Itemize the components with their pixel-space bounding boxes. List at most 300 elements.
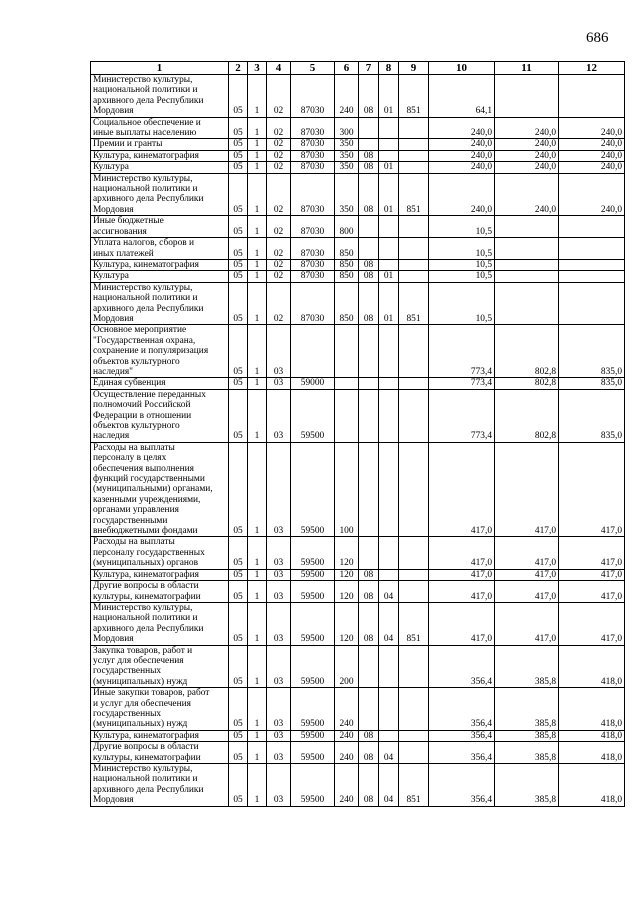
column-header-4: 4: [267, 62, 291, 75]
table-cell-col-2: 05: [229, 389, 248, 442]
table-cell-col-11: 385,8: [495, 764, 559, 807]
table-cell-col-5: 59500: [291, 537, 335, 569]
table-cell-col-12: 835,0: [559, 389, 625, 442]
table-cell-col-2: 05: [229, 569, 248, 580]
table-cell-col-8: 04: [379, 602, 399, 645]
table-cell-col-5: 59500: [291, 645, 335, 688]
table-cell-col-11: [495, 282, 559, 325]
table-cell-col-3: 1: [248, 282, 267, 325]
table-cell-col-11: [495, 216, 559, 238]
table-cell-col-9: [399, 259, 429, 270]
table-cell-col-5: 59000: [291, 378, 335, 389]
table-cell-col-4: 03: [267, 581, 291, 603]
table-cell-col-9: [399, 730, 429, 741]
table-cell-col-12: 835,0: [559, 325, 625, 378]
table-cell-col-9: [399, 271, 429, 282]
table-cell-col-4: 02: [267, 282, 291, 325]
table-cell-col-10: 10,5: [429, 259, 495, 270]
table-cell-col-7: 08: [359, 259, 379, 270]
table-cell-col-5: 87030: [291, 238, 335, 260]
table-cell-col-5: 87030: [291, 75, 335, 118]
table-cell-col-7: 08: [359, 282, 379, 325]
table-cell-col-5: [291, 325, 335, 378]
table-cell-col-3: 1: [248, 378, 267, 389]
table-cell-col-12: 240,0: [559, 173, 625, 216]
table-row: [91, 581, 625, 603]
table-cell-col-2: 05: [229, 645, 248, 688]
table-cell-col-6: 800: [335, 216, 359, 238]
table-cell-col-2: 05: [229, 117, 248, 139]
table-cell-col-4: 02: [267, 150, 291, 161]
table-cell-col-3: 1: [248, 271, 267, 282]
table-cell-col-7: 08: [359, 75, 379, 118]
table-row: [91, 688, 625, 731]
table-cell-col-11: 417,0: [495, 537, 559, 569]
table-cell-col-11: 385,8: [495, 742, 559, 764]
table-cell-col-10: 240,0: [429, 173, 495, 216]
table-cell-col-4: 02: [267, 173, 291, 216]
table-cell-col-12: [559, 216, 625, 238]
table-cell-col-7: [359, 389, 379, 442]
table-cell-col-10: 240,0: [429, 139, 495, 150]
table-cell-col-3: 1: [248, 602, 267, 645]
table-cell-col-7: 08: [359, 764, 379, 807]
table-cell-col-3: 1: [248, 645, 267, 688]
table-cell-col-3: 1: [248, 173, 267, 216]
table-row: [91, 216, 625, 238]
table-cell-col-9: [399, 537, 429, 569]
table-row: [91, 271, 625, 282]
table-cell-col-2: 05: [229, 216, 248, 238]
table-cell-col-8: [379, 216, 399, 238]
table-cell-col-12: 240,0: [559, 150, 625, 161]
table-cell-col-6: 200: [335, 645, 359, 688]
table-cell-col-11: 240,0: [495, 173, 559, 216]
table-cell-col-3: 1: [248, 764, 267, 807]
column-header-5: 5: [291, 62, 335, 75]
table-cell-col-5: 59500: [291, 442, 335, 537]
table-cell-col-3: 1: [248, 537, 267, 569]
table-cell-col-2: 05: [229, 537, 248, 569]
table-cell-col-11: 802,8: [495, 325, 559, 378]
table-cell-col-10: 10,5: [429, 216, 495, 238]
table-cell-col-3: 1: [248, 325, 267, 378]
table-cell-col-12: 417,0: [559, 442, 625, 537]
table-cell-col-6: 350: [335, 173, 359, 216]
table-cell-col-6: 240: [335, 75, 359, 118]
table-row: [91, 730, 625, 741]
table-cell-col-6: [335, 378, 359, 389]
table-cell-col-9: [399, 162, 429, 173]
table-cell-col-2: 05: [229, 325, 248, 378]
table-cell-col-12: 240,0: [559, 139, 625, 150]
table-cell-col-9: 851: [399, 75, 429, 118]
table-cell-col-9: [399, 742, 429, 764]
table-cell-col-4: 03: [267, 645, 291, 688]
table-cell-col-11: [495, 259, 559, 270]
table-cell-col-2: 05: [229, 378, 248, 389]
table-row: [91, 325, 625, 378]
table-body: [91, 75, 625, 807]
row-description-cell: Министерство культуры, национальной политики и архивного дела Республики Мордовия: [91, 764, 229, 807]
table-cell-col-10: 356,4: [429, 645, 495, 688]
table-cell-col-9: 851: [399, 764, 429, 807]
table-cell-col-6: 120: [335, 602, 359, 645]
table-cell-col-7: 08: [359, 271, 379, 282]
table-cell-col-10: 240,0: [429, 162, 495, 173]
table-cell-col-10: 356,4: [429, 764, 495, 807]
table-cell-col-12: [559, 282, 625, 325]
table-cell-col-4: 03: [267, 325, 291, 378]
table-cell-col-11: 385,8: [495, 730, 559, 741]
table-cell-col-2: 05: [229, 238, 248, 260]
table-cell-col-5: 59500: [291, 602, 335, 645]
table-cell-col-7: 08: [359, 150, 379, 161]
table-cell-col-3: 1: [248, 742, 267, 764]
table-cell-col-8: 01: [379, 271, 399, 282]
table-cell-col-5: 59500: [291, 581, 335, 603]
column-header-10: 10: [429, 62, 495, 75]
table-cell-col-3: 1: [248, 569, 267, 580]
table-cell-col-8: [379, 150, 399, 161]
row-description-cell: Уплата налогов, сборов и иных платежей: [91, 238, 229, 260]
table-cell-col-11: [495, 238, 559, 260]
table-cell-col-8: [379, 389, 399, 442]
table-cell-col-8: [379, 325, 399, 378]
table-cell-col-5: 59500: [291, 389, 335, 442]
table-cell-col-9: [399, 139, 429, 150]
table-cell-col-8: [379, 378, 399, 389]
table-row: [91, 645, 625, 688]
table-cell-col-5: 87030: [291, 150, 335, 161]
table-cell-col-6: 850: [335, 271, 359, 282]
table-cell-col-2: 05: [229, 259, 248, 270]
table-cell-col-7: 08: [359, 162, 379, 173]
table-cell-col-12: 417,0: [559, 537, 625, 569]
table-row: [91, 602, 625, 645]
table-cell-col-9: [399, 645, 429, 688]
table-cell-col-10: 417,0: [429, 442, 495, 537]
table-cell-col-6: 120: [335, 569, 359, 580]
table-cell-col-2: 05: [229, 173, 248, 216]
table-cell-col-8: 04: [379, 742, 399, 764]
table-cell-col-9: 851: [399, 602, 429, 645]
column-header-3: 3: [248, 62, 267, 75]
table-cell-col-7: [359, 537, 379, 569]
table-cell-col-6: [335, 389, 359, 442]
row-description-cell: Основное мероприятие "Государственная охрана, сохранение и популяризация объектов культурного наследия": [91, 325, 229, 378]
row-description-cell: Министерство культуры, национальной политики и архивного дела Республики Мордовия: [91, 282, 229, 325]
table-cell-col-3: 1: [248, 442, 267, 537]
table-cell-col-7: [359, 139, 379, 150]
table-cell-col-6: 240: [335, 764, 359, 807]
table-cell-col-12: 418,0: [559, 742, 625, 764]
table-cell-col-5: 87030: [291, 139, 335, 150]
table-cell-col-3: 1: [248, 216, 267, 238]
table-cell-col-4: 02: [267, 139, 291, 150]
table-cell-col-5: 59500: [291, 569, 335, 580]
table-cell-col-11: 417,0: [495, 442, 559, 537]
row-description-cell: Другие вопросы в области культуры, кинематографии: [91, 742, 229, 764]
table-cell-col-11: 417,0: [495, 581, 559, 603]
table-cell-col-9: 851: [399, 282, 429, 325]
table-cell-col-12: [559, 238, 625, 260]
table-cell-col-5: 87030: [291, 216, 335, 238]
page-number: 686: [586, 30, 609, 46]
column-header-2: 2: [229, 62, 248, 75]
table-cell-col-4: 03: [267, 602, 291, 645]
table-cell-col-6: 350: [335, 139, 359, 150]
table-cell-col-6: 240: [335, 688, 359, 731]
table-cell-col-6: 300: [335, 117, 359, 139]
table-cell-col-11: [495, 271, 559, 282]
table-cell-col-8: 01: [379, 173, 399, 216]
column-header-7: 7: [359, 62, 379, 75]
table-cell-col-5: 59500: [291, 742, 335, 764]
budget-table: [90, 61, 625, 807]
table-cell-col-2: 05: [229, 150, 248, 161]
table-cell-col-12: [559, 271, 625, 282]
table-cell-col-8: [379, 238, 399, 260]
table-cell-col-9: [399, 569, 429, 580]
table-cell-col-7: 08: [359, 730, 379, 741]
table-cell-col-3: 1: [248, 75, 267, 118]
table-cell-col-8: [379, 442, 399, 537]
column-header-1: 1: [91, 62, 229, 75]
table-cell-col-7: [359, 688, 379, 731]
table-cell-col-12: [559, 259, 625, 270]
table-cell-col-2: 05: [229, 442, 248, 537]
table-cell-col-12: 418,0: [559, 688, 625, 731]
row-description-cell: Единая субвенция: [91, 378, 229, 389]
table-cell-col-10: 64,1: [429, 75, 495, 118]
column-header-12: 12: [559, 62, 625, 75]
table-cell-col-10: 10,5: [429, 238, 495, 260]
table-cell-col-12: 240,0: [559, 117, 625, 139]
table-cell-col-10: 240,0: [429, 117, 495, 139]
table-cell-col-11: 385,8: [495, 645, 559, 688]
table-cell-col-4: 02: [267, 216, 291, 238]
row-description-cell: Культура: [91, 162, 229, 173]
column-header-11: 11: [495, 62, 559, 75]
table-cell-col-5: 87030: [291, 162, 335, 173]
table-cell-col-10: 240,0: [429, 150, 495, 161]
table-cell-col-8: [379, 259, 399, 270]
table-cell-col-4: 02: [267, 75, 291, 118]
table-cell-col-5: 87030: [291, 259, 335, 270]
table-cell-col-7: [359, 645, 379, 688]
table-cell-col-2: 05: [229, 602, 248, 645]
table-cell-col-3: 1: [248, 259, 267, 270]
table-cell-col-7: [359, 238, 379, 260]
table-row: [91, 75, 625, 118]
table-cell-col-9: [399, 378, 429, 389]
table-cell-col-7: 08: [359, 602, 379, 645]
table-cell-col-5: 87030: [291, 282, 335, 325]
table-cell-col-6: [335, 325, 359, 378]
table-cell-col-9: [399, 325, 429, 378]
table-cell-col-7: 08: [359, 569, 379, 580]
table-cell-col-6: 850: [335, 238, 359, 260]
table-cell-col-6: 350: [335, 162, 359, 173]
table-cell-col-2: 05: [229, 162, 248, 173]
table-cell-col-11: 240,0: [495, 139, 559, 150]
table-cell-col-6: 350: [335, 150, 359, 161]
table-header-row: [91, 62, 625, 75]
table-cell-col-7: [359, 216, 379, 238]
table-cell-col-7: [359, 325, 379, 378]
table-cell-col-12: 418,0: [559, 764, 625, 807]
table-row: [91, 389, 625, 442]
table-cell-col-3: 1: [248, 730, 267, 741]
table-cell-col-3: 1: [248, 117, 267, 139]
table-cell-col-4: 02: [267, 238, 291, 260]
table-cell-col-5: 59500: [291, 688, 335, 731]
table-cell-col-6: 240: [335, 730, 359, 741]
table-cell-col-3: 1: [248, 581, 267, 603]
table-row: [91, 442, 625, 537]
table-cell-col-8: 04: [379, 581, 399, 603]
table-row: [91, 259, 625, 270]
table-cell-col-8: 04: [379, 764, 399, 807]
table-cell-col-11: 802,8: [495, 378, 559, 389]
table-row: [91, 238, 625, 260]
table-cell-col-9: [399, 688, 429, 731]
table-cell-col-7: 08: [359, 742, 379, 764]
table-cell-col-10: 356,4: [429, 742, 495, 764]
table-cell-col-10: 773,4: [429, 325, 495, 378]
table-cell-col-12: [559, 75, 625, 118]
table-cell-col-2: 05: [229, 764, 248, 807]
table-cell-col-5: 87030: [291, 173, 335, 216]
row-description-cell: Иные закупки товаров, работ и услуг для обеспечения государственных (муниципальных) нужд: [91, 688, 229, 731]
table-cell-col-10: 417,0: [429, 537, 495, 569]
row-description-cell: Культура, кинематография: [91, 569, 229, 580]
table-cell-col-7: 08: [359, 581, 379, 603]
table-cell-col-2: 05: [229, 282, 248, 325]
table-cell-col-12: 240,0: [559, 162, 625, 173]
table-cell-col-4: 03: [267, 688, 291, 731]
table-row: [91, 162, 625, 173]
table-cell-col-10: 773,4: [429, 378, 495, 389]
table-cell-col-10: 773,4: [429, 389, 495, 442]
row-description-cell: Премии и гранты: [91, 139, 229, 150]
table-cell-col-3: 1: [248, 389, 267, 442]
table-cell-col-9: [399, 117, 429, 139]
table-cell-col-8: [379, 730, 399, 741]
table-cell-col-10: 417,0: [429, 602, 495, 645]
table-cell-col-5: 59500: [291, 730, 335, 741]
table-row: [91, 150, 625, 161]
column-header-9: 9: [399, 62, 429, 75]
row-description-cell: Министерство культуры, национальной политики и архивного дела Республики Мордовия: [91, 173, 229, 216]
table-cell-col-2: 05: [229, 271, 248, 282]
row-description-cell: Расходы на выплаты персоналу в целях обеспечения выполнения функций государственными (муниципальными) органами, казенными учреждениями, органами управления государственными внебюджетными фондами: [91, 442, 229, 537]
table-cell-col-9: 851: [399, 173, 429, 216]
table-cell-col-3: 1: [248, 150, 267, 161]
table-cell-col-10: 356,4: [429, 730, 495, 741]
table-cell-col-11: 802,8: [495, 389, 559, 442]
row-description-cell: Социальное обеспечение и иные выплаты населению: [91, 117, 229, 139]
table-cell-col-4: 02: [267, 117, 291, 139]
table-cell-col-2: 05: [229, 730, 248, 741]
table-cell-col-5: 87030: [291, 117, 335, 139]
table-cell-col-7: [359, 378, 379, 389]
table-cell-col-9: [399, 389, 429, 442]
table-cell-col-4: 03: [267, 442, 291, 537]
table-cell-col-5: 87030: [291, 271, 335, 282]
table-cell-col-12: 835,0: [559, 378, 625, 389]
table-cell-col-4: 03: [267, 389, 291, 442]
table-cell-col-6: 120: [335, 581, 359, 603]
table-cell-col-4: 03: [267, 378, 291, 389]
table-cell-col-3: 1: [248, 162, 267, 173]
table-cell-col-5: 59500: [291, 764, 335, 807]
table-cell-col-4: 03: [267, 742, 291, 764]
table-row: [91, 742, 625, 764]
table-cell-col-11: 240,0: [495, 162, 559, 173]
row-description-cell: Министерство культуры, национальной политики и архивного дела Республики Мордовия: [91, 75, 229, 118]
row-description-cell: Расходы на выплаты персоналу государственных (муниципальных) органов: [91, 537, 229, 569]
table-cell-col-10: 417,0: [429, 569, 495, 580]
table-cell-col-9: [399, 238, 429, 260]
row-description-cell: Другие вопросы в области культуры, кинематографии: [91, 581, 229, 603]
table-cell-col-11: 417,0: [495, 602, 559, 645]
table-cell-col-9: [399, 216, 429, 238]
row-description-cell: Культура: [91, 271, 229, 282]
table-cell-col-3: 1: [248, 139, 267, 150]
table-cell-col-6: 100: [335, 442, 359, 537]
table-cell-col-12: 418,0: [559, 645, 625, 688]
table-cell-col-8: 01: [379, 282, 399, 325]
table-cell-col-10: 10,5: [429, 282, 495, 325]
table-cell-col-8: [379, 139, 399, 150]
table-cell-col-12: 417,0: [559, 569, 625, 580]
table-cell-col-12: 417,0: [559, 581, 625, 603]
table-cell-col-10: 356,4: [429, 688, 495, 731]
table-cell-col-8: [379, 645, 399, 688]
table-cell-col-7: 08: [359, 173, 379, 216]
table-cell-col-4: 03: [267, 569, 291, 580]
table-cell-col-8: [379, 688, 399, 731]
table-cell-col-12: 417,0: [559, 602, 625, 645]
column-header-6: 6: [335, 62, 359, 75]
table-cell-col-7: [359, 442, 379, 537]
table-row: [91, 173, 625, 216]
table-cell-col-7: [359, 117, 379, 139]
table-cell-col-3: 1: [248, 688, 267, 731]
table-cell-col-11: 417,0: [495, 569, 559, 580]
table-cell-col-2: 05: [229, 742, 248, 764]
table-cell-col-8: [379, 569, 399, 580]
table-cell-col-4: 03: [267, 730, 291, 741]
table-cell-col-8: [379, 537, 399, 569]
row-description-cell: Министерство культуры, национальной политики и архивного дела Республики Мордовия: [91, 602, 229, 645]
table-cell-col-4: 02: [267, 162, 291, 173]
table-cell-col-2: 05: [229, 139, 248, 150]
table-row: [91, 378, 625, 389]
table-cell-col-4: 03: [267, 537, 291, 569]
table-cell-col-2: 05: [229, 75, 248, 118]
table-cell-col-4: 03: [267, 764, 291, 807]
table-row: [91, 569, 625, 580]
table-cell-col-4: 02: [267, 271, 291, 282]
table-cell-col-9: [399, 581, 429, 603]
table-row: [91, 117, 625, 139]
table-cell-col-10: 417,0: [429, 581, 495, 603]
table-cell-col-9: [399, 150, 429, 161]
table-cell-col-11: 385,8: [495, 688, 559, 731]
